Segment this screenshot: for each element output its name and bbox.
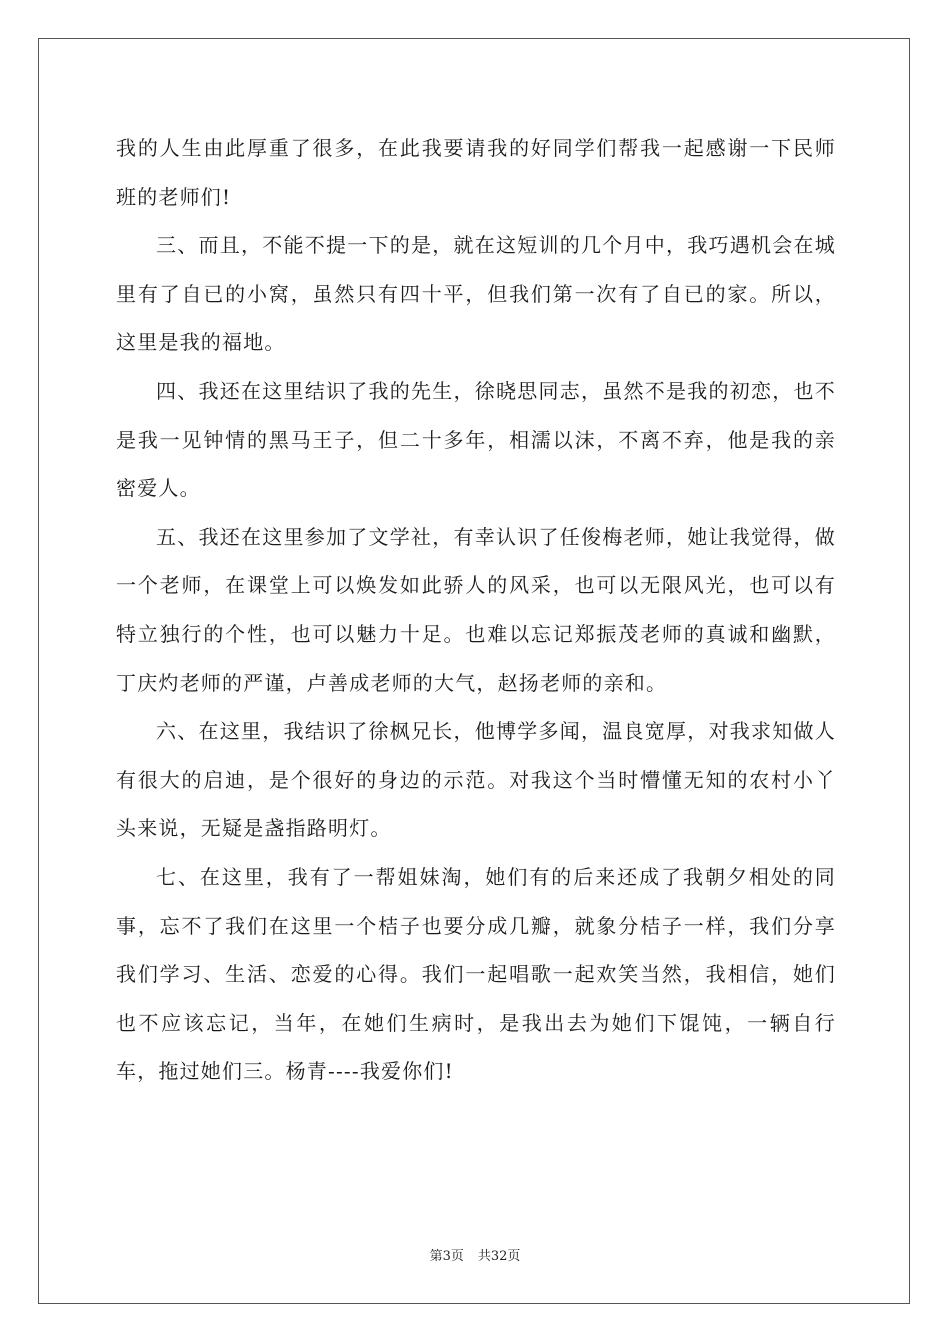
paragraph-5: 六、在这里，我结识了徐枫兄长，他博学多闻，温良宽厚，对我求知做人有很大的启迪，是个很好的身边的示范。对我这个当时懵懂无知的农村小丫头来说，无疑是盏指路明灯。 <box>116 719 836 841</box>
paragraph-3: 四、我还在这里结识了我的先生，徐晓思同志，虽然不是我的初恋，也不是我一见钟情的黑马王子，但二十多年，相濡以沫，不离不弃，他是我的亲密爱人。 <box>116 378 836 501</box>
paragraph-2: 三、而且，不能不提一下的是，就在这短训的几个月中，我巧遇机会在城里有了自已的小窝，虽然只有四十平，但我们第一次有了自已的家。所以，这里是我的福地。 <box>116 233 836 355</box>
document-body <box>116 124 836 1096</box>
page-number: 第3页 <box>429 1249 464 1264</box>
total-pages: 共32页 <box>477 1249 521 1264</box>
paragraph-1: 我的人生由此厚重了很多，在此我要请我的好同学们帮我一起感谢一下民师班的老师们! <box>116 136 836 209</box>
paragraph-4: 五、我还在这里参加了文学社，有幸认识了任俊梅老师，她让我觉得，做一个老师，在课堂上可以焕发如此骄人的风采，也可以无限风光，也可以有特立独行的个性，也可以魅力十足。也难以忘记郑振茂老师的真诚和幽默，丁庆灼老师的严谨，卢善成老师的大气，赵扬老师的亲和。 <box>116 524 836 695</box>
paragraph-6: 七、在这里，我有了一帮姐妹淘，她们有的后来还成了我朝夕相处的同事，忘不了我们在这里一个桔子也要分成几瓣，就象分桔子一样，我们分享我们学习、生活、恋爱的心得。我们一起唱歌一起欢笑当然，我相信，她们也不应该忘记，当年，在她们生病时，是我出去为她们下馄饨，一辆自行车，拖过她们三。杨青----我爱你们! <box>116 864 836 1084</box>
page-footer <box>0 1249 950 1265</box>
